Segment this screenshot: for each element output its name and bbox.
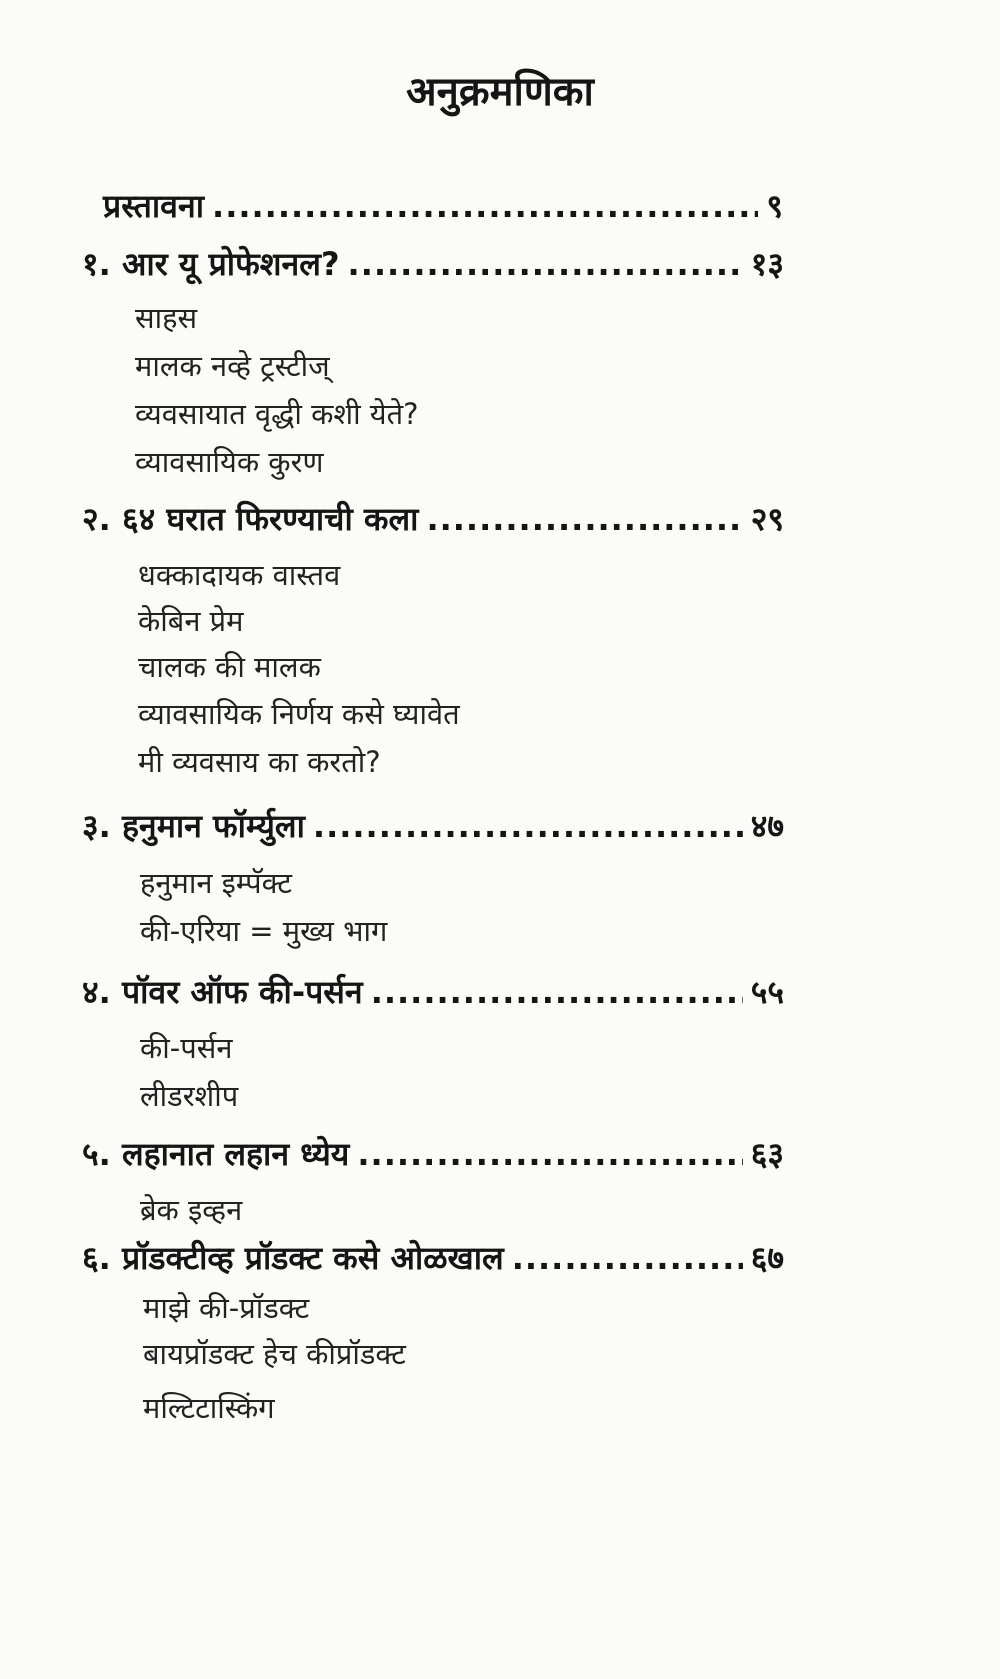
toc-entry-label: प्रस्तावना [103, 187, 205, 225]
subtopic: केबिन प्रेम [138, 604, 244, 638]
chapter-number: ४. [82, 973, 111, 1011]
dot-leader [313, 807, 743, 845]
dot-leader [426, 500, 742, 538]
subtopic: माझे की-प्रॉडक्ट [143, 1291, 310, 1325]
subtopic: चालक की मालक [138, 650, 321, 684]
dot-leader [512, 1239, 743, 1277]
subtopic: व्यवसायात वृद्धी कशी येते? [135, 397, 419, 431]
chapter-number: ३. [82, 807, 111, 845]
chapter-number: ६. [82, 1239, 111, 1277]
dot-leader [212, 187, 758, 225]
toc-entry-page: ९ [766, 187, 783, 225]
chapter-title: आर यू प्रोफेशनल? [121, 245, 340, 283]
toc-chapter-5 [82, 1132, 784, 1175]
subtopic: मालक नव्हे ट्रस्टीज् [135, 349, 330, 383]
chapter-title: ६४ घरात फिरण्याची कला [121, 500, 419, 538]
subtopic: की-पर्सन [140, 1031, 233, 1065]
dot-leader [371, 973, 743, 1011]
toc-chapter-3 [82, 804, 784, 847]
dot-leader [357, 1135, 742, 1173]
toc-chapter-6 [82, 1236, 784, 1279]
chapter-title: प्रॉडक्टीव्ह प्रॉडक्ट कसे ओळखाल [121, 1239, 504, 1277]
chapter-page: ६३ [750, 1135, 784, 1173]
chapter-title: लहानात लहान ध्येय [121, 1135, 350, 1173]
chapter-page: २९ [750, 500, 784, 538]
chapter-number: २. [82, 500, 111, 538]
page-title: अनुक्रमणिका [406, 69, 594, 115]
chapter-page: ६७ [750, 1239, 784, 1277]
chapter-number: ५. [82, 1135, 111, 1173]
subtopic: साहस [135, 301, 198, 335]
subtopic: लीडरशीप [140, 1079, 239, 1113]
chapter-page: ४७ [750, 807, 784, 845]
subtopic: की-एरिया = मुख्य भाग [140, 914, 388, 948]
chapter-title: पॉवर ऑफ की-पर्सन [121, 973, 363, 1011]
subtopic: व्यावसायिक निर्णय कसे घ्यावेत [138, 697, 460, 731]
chapter-number: १. [82, 245, 111, 283]
subtopic: व्यावसायिक कुरण [135, 445, 324, 479]
subtopic: मी व्यवसाय का करतो? [138, 745, 381, 779]
toc-chapter-4 [82, 970, 784, 1013]
toc-chapter-2 [82, 497, 784, 540]
chapter-title: हनुमान फॉर्म्युला [121, 807, 305, 845]
chapter-page: ५५ [750, 973, 784, 1011]
chapter-page: १३ [750, 245, 784, 283]
toc-entry-preface [103, 184, 783, 227]
subtopic: ब्रेक इव्हन [140, 1193, 243, 1227]
subtopic: मल्टिटास्किंग [143, 1391, 275, 1425]
dot-leader [348, 245, 743, 283]
subtopic: धक्कादायक वास्तव [138, 558, 341, 592]
toc-chapter-1 [82, 242, 784, 285]
subtopic: बायप्रॉडक्ट हेच कीप्रॉडक्ट [143, 1337, 406, 1371]
subtopic: हनुमान इम्पॅक्ट [140, 866, 293, 900]
